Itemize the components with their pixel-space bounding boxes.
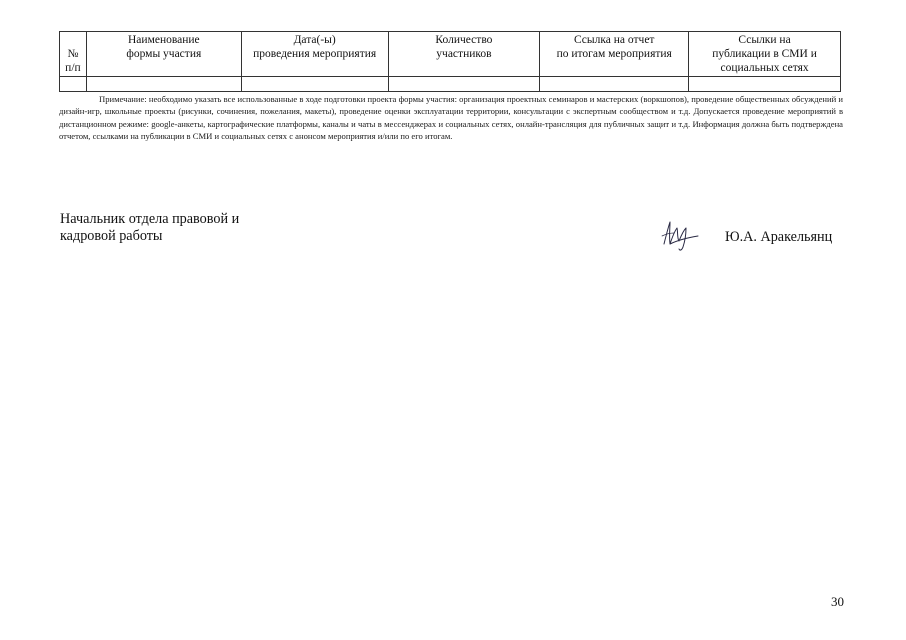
header-form-name: Наименование формы участия bbox=[86, 32, 241, 77]
handwritten-signature bbox=[658, 214, 702, 252]
table-cell bbox=[86, 77, 241, 92]
signatory-position-line-1: Начальник отдела правовой и bbox=[60, 211, 240, 227]
table-header-row bbox=[60, 32, 841, 77]
signatory-name: Ю.А. Аракельянц bbox=[725, 229, 833, 245]
table-note: Примечание: необходимо указать все использованные в ходе подготовки проекта формы участия: организация проектных семинаров и мастерских (воркшопов), проведение общественных обсуждений и дизайн-игр, школьные проекты (рисунки, сочинения, пожелания, макеты), проведение оценки эксплуатации территории, консультации с экспертным сообществом и т.д. Допускается проведение мероприятий в дистанционном режиме: google-анкеты, картографические платформы, каналы и чаты в мессенджерах и социальных сетях, онлайн-трансляция для публичных защит и т.д. Информация должна быть подтверждена отчетом, ссылками на публикации в СМИ и социальных сетях с анонсом мероприятия и/или по его итогам. bbox=[59, 94, 843, 142]
table-cell bbox=[241, 77, 388, 92]
table-cell bbox=[388, 77, 540, 92]
table-cell bbox=[60, 77, 87, 92]
signatory-position-line-2: кадровой работы bbox=[60, 228, 163, 244]
table-row bbox=[60, 77, 841, 92]
header-participants-count: Количество участников bbox=[388, 32, 540, 77]
signatory-position bbox=[60, 211, 239, 245]
header-number: № п/п bbox=[60, 32, 87, 77]
table-cell bbox=[540, 77, 689, 92]
table-cell bbox=[689, 77, 841, 92]
header-event-date: Дата(-ы) проведения мероприятия bbox=[241, 32, 388, 77]
header-report-link: Ссылка на отчет по итогам мероприятия bbox=[540, 32, 689, 77]
header-publication-links: Ссылки на публикации в СМИ и социальных сетях bbox=[689, 32, 841, 77]
page-number: 30 bbox=[831, 594, 844, 609]
participation-table bbox=[59, 31, 841, 92]
